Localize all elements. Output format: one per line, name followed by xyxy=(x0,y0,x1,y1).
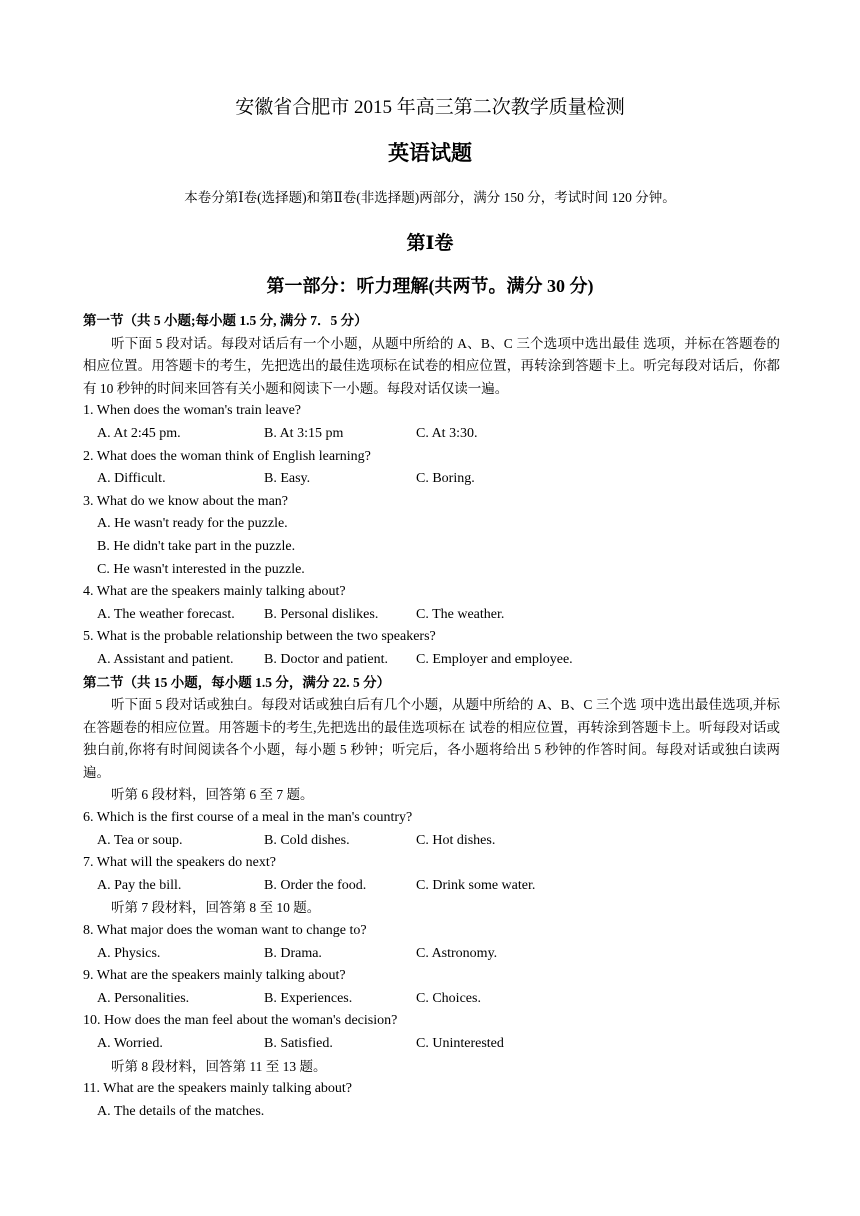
question-options xyxy=(83,830,780,853)
option-a: A. The details of the matches. xyxy=(97,1103,265,1119)
section1-instructions: 听下面 5 段对话。每段对话后有一个小题，从题中所给的 A、B、C 三个选项中选出最佳 选项，并标在答题卷的相应位置。用答题卡的考生，先把选出的最佳选项标在试卷的相应位置，再转涂到答题卡上。听完每段对话后，你都有 10 秒钟的时间来回答有关小题和阅读下一小题。每段对话仅读一遍。 xyxy=(83,335,780,396)
option-c: C. Boring. xyxy=(416,471,475,487)
exam-intro: 本卷分第Ⅰ卷(选择题)和第Ⅱ卷(非选择题)两部分，满分 150 分，考试时间 120 分钟。 xyxy=(184,190,676,205)
option-c: C. Hot dishes. xyxy=(416,832,496,848)
question-options xyxy=(83,1033,780,1056)
material-note: 听第 6 段材料，回答第 6 至 7 题。 xyxy=(111,787,314,803)
option-a: A. Personalities. xyxy=(97,990,190,1006)
question-options xyxy=(83,988,780,1011)
option-c: C. Astronomy. xyxy=(416,945,498,961)
question-stem: 4. What are the speakers mainly talking about? xyxy=(83,584,346,600)
option-b: B. Easy. xyxy=(264,471,311,487)
question-stem: 8. What major does the woman want to change to? xyxy=(83,923,367,939)
question-stem: 10. How does the man feel about the woman's decision? xyxy=(83,1013,398,1029)
section2-heading: 第二节（共 15 小题，每小题 1.5 分，满分 22. 5 分） xyxy=(83,674,391,690)
question-options xyxy=(83,468,780,491)
option-b: B. Drama. xyxy=(264,945,322,961)
option-c: C. Uninterested xyxy=(416,1036,504,1051)
option-a: A. Assistant and patient. xyxy=(97,651,234,667)
question-stem: 1. When does the woman's train leave? xyxy=(83,403,302,419)
question-options xyxy=(83,604,780,627)
section2-instructions: 听下面 5 段对话或独白。每段对话或独白后有几个小题，从题中所给的 A、B、C 三个选 项中选出最佳选项,并标在答题卷的相应位置。用答题卡的考生,先把选出的最佳选项标在 试卷的相应位置，再转涂到答题卡上。听每段对话或独白前,你将有时间阅读各个小题，每小题 5 秒钟；听完后，各小题将给出 5 秒钟的作答时间。每段对话或独白读两遍。 xyxy=(83,697,780,780)
question-stem: 2. What does the woman think of English learning? xyxy=(83,448,371,464)
question-options xyxy=(83,875,780,898)
option-a: A. Physics. xyxy=(97,945,161,961)
subject-title: 英语试题 xyxy=(388,141,472,165)
option-a: A. Pay the bill. xyxy=(97,877,182,893)
exam-content xyxy=(83,310,780,1123)
question-stem: 11. What are the speakers mainly talking about? xyxy=(83,1081,353,1097)
volume-heading: 第Ⅰ卷 xyxy=(406,233,454,254)
exam-title: 安徽省合肥市 2015 年高三第二次教学质量检测 xyxy=(235,97,625,118)
option-b: B. At 3:15 pm xyxy=(264,425,344,441)
option-a: A. The weather forecast. xyxy=(97,606,235,622)
question-stem: 3. What do we know about the man? xyxy=(83,493,289,509)
option-a: A. At 2:45 pm. xyxy=(97,425,181,441)
option-a: A. Difficult. xyxy=(97,471,166,487)
option-b: B. Order the food. xyxy=(264,877,367,893)
option-c: C. Drink some water. xyxy=(416,877,536,893)
part-heading: 第一部分：听力理解(共两节。满分 30 分) xyxy=(266,276,594,296)
option-b: B. Doctor and patient. xyxy=(264,651,389,667)
option-a: A. Tea or soup. xyxy=(97,832,183,848)
question-options xyxy=(83,943,780,966)
option-c: C. Employer and employee. xyxy=(416,651,573,667)
option-b: B. Personal dislikes. xyxy=(264,606,379,622)
option-a: A. Worried. xyxy=(97,1036,163,1051)
option-b: B. Cold dishes. xyxy=(264,832,350,848)
section1-heading: 第一节（共 5 小题;每小题 1.5 分, 满分 7．5 分） xyxy=(83,313,368,328)
material-note: 听第 7 段材料，回答第 8 至 10 题。 xyxy=(111,900,321,916)
option-c: C. At 3:30. xyxy=(416,425,478,441)
option-c: C. Choices. xyxy=(416,990,481,1006)
question-stem: 5. What is the probable relationship between the two speakers? xyxy=(83,629,436,645)
option-b: B. He didn't take part in the puzzle. xyxy=(97,538,296,554)
option-c: C. He wasn't interested in the puzzle. xyxy=(97,561,305,577)
option-a: A. He wasn't ready for the puzzle. xyxy=(97,516,288,532)
option-b: B. Experiences. xyxy=(264,990,353,1006)
question-options xyxy=(83,423,780,446)
option-b: B. Satisfied. xyxy=(264,1036,333,1051)
material-note: 听第 8 段材料，回答第 11 至 13 题。 xyxy=(111,1058,327,1074)
question-stem: 9. What are the speakers mainly talking about? xyxy=(83,968,346,984)
question-stem: 7. What will the speakers do next? xyxy=(83,855,276,871)
question-stem: 6. Which is the first course of a meal in the man's country? xyxy=(83,810,413,826)
question-options xyxy=(83,649,780,672)
option-c: C. The weather. xyxy=(416,606,505,622)
